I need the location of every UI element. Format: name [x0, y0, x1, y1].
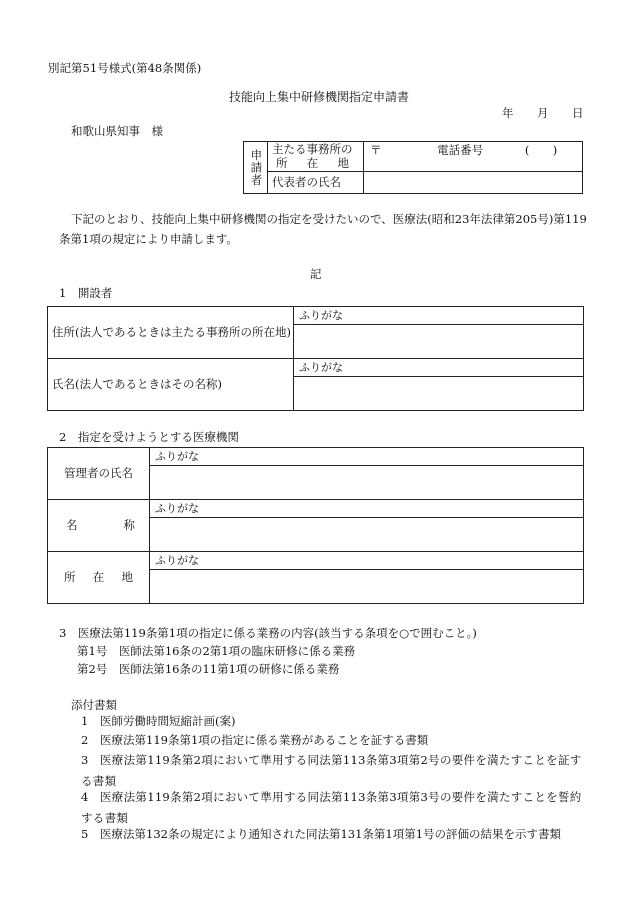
office-label-line2: 所 在 地 — [276, 155, 349, 170]
intro-line2: 条第1項の規定により申請します。 — [59, 232, 238, 246]
attachment-item-3: 3 医療法第119条第2項において準用する同法第113条第3項第2号の要件を満たすことを証する書類 — [81, 753, 582, 788]
opener-address-furigana: ふりがな — [294, 307, 584, 325]
institution-name-label: 名 称 — [66, 517, 135, 532]
section2-table — [47, 447, 584, 604]
section3-heading: 3 医療法第119条第1項の指定に係る業務の内容(該当する条項を○で囲むこと。) — [59, 626, 477, 640]
postal-mark: 〒 — [370, 143, 382, 157]
attachments-heading: 添付書類 — [71, 698, 117, 712]
phone-label: 電話番号 — [437, 143, 484, 157]
date-month: 月 — [537, 106, 549, 120]
manager-name-label: 管理者の氏名 — [48, 448, 150, 500]
representative-name-field[interactable] — [364, 172, 583, 194]
applicant-side-label-cell — [244, 142, 268, 194]
addressee: 和歌山県知事 様 — [71, 124, 163, 138]
section1-table — [47, 306, 584, 411]
attachment-item-1: 1 医師労働時間短縮計画(案) — [81, 714, 236, 728]
location-label: 所 在 地 — [64, 569, 133, 584]
attachment-item-4: 4 医療法第119条第2項において準用する同法第113条第3項第3号の要件を満たすことを誓約する書類 — [81, 790, 582, 825]
opener-address-field[interactable] — [294, 325, 584, 359]
attachment-item-2: 2 医療法第119条第1項の指定に係る業務があることを証する書類 — [81, 733, 429, 747]
applicant-side-label: 申請者 — [249, 148, 264, 187]
applicant-table — [243, 141, 583, 194]
location-label-cell — [48, 552, 150, 604]
manager-name-field[interactable] — [150, 466, 584, 500]
manager-name-furigana: ふりがな — [150, 448, 584, 466]
phone-paren: ( ) — [524, 143, 564, 157]
date-day: 日 — [572, 106, 584, 120]
opener-address-label: 住所(法人であるときは主たる事務所の所在地) — [48, 307, 294, 359]
ki-heading: 記 — [310, 267, 322, 281]
section3-item1: 第1号 医師法第16条の2第1項の臨床研修に係る業務 — [77, 644, 356, 658]
institution-name-field[interactable] — [150, 518, 584, 552]
date-year: 年 — [502, 106, 514, 120]
location-field[interactable] — [150, 570, 584, 604]
section1-heading: 1 開設者 — [59, 286, 113, 300]
location-furigana: ふりがな — [150, 552, 584, 570]
opener-name-furigana: ふりがな — [294, 359, 584, 377]
form-number: 別記第51号様式(第48条関係) — [48, 61, 202, 75]
institution-name-label-cell — [48, 500, 150, 552]
representative-label: 代表者の氏名 — [268, 172, 364, 194]
opener-name-label: 氏名(法人であるときはその名称) — [48, 359, 294, 411]
institution-name-furigana: ふりがな — [150, 500, 584, 518]
office-label-line1: 主たる事務所の — [272, 141, 353, 156]
attachment-item-5: 5 医療法第132条の規定により通知された同法第131条第1項第1号の評価の結果を示す書類 — [81, 827, 562, 841]
office-address-label-cell — [268, 142, 364, 172]
section3-item2: 第2号 医師法第16条の11第1項の研修に係る業務 — [77, 662, 340, 676]
section2-heading: 2 指定を受けようとする医療機関 — [59, 430, 239, 444]
intro-line1: 下記のとおり、技能向上集中研修機関の指定を受けたいので、医療法(昭和23年法律第205号)第119 — [71, 212, 587, 226]
document-title: 技能向上集中研修機関指定申請書 — [229, 90, 410, 104]
opener-name-field[interactable] — [294, 377, 584, 411]
office-address-field[interactable] — [364, 142, 583, 172]
